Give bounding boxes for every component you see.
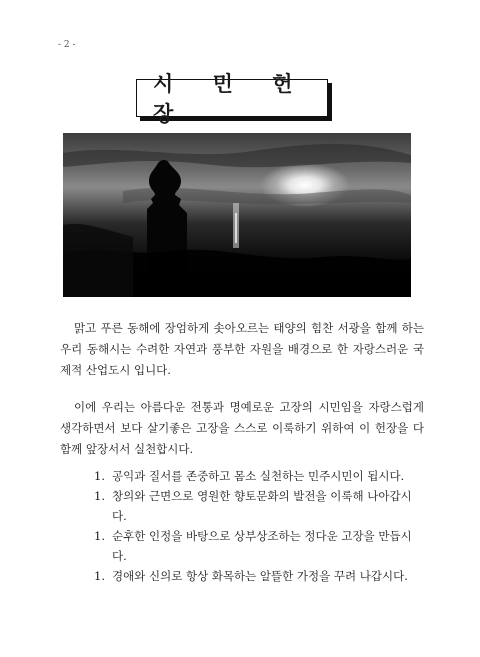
page-title: 시 민 헌 장 <box>153 72 309 126</box>
list-item <box>94 526 414 566</box>
pledge-text: 순후한 인정을 바탕으로 상부상조하는 정다운 고장을 만듭시다. <box>112 529 412 563</box>
sunrise-photo <box>63 133 411 297</box>
pledge-text: 경애와 신의로 항상 화목하는 알뜰한 가정을 꾸려 나갑시다. <box>112 569 408 583</box>
pledge-number: 1. <box>94 529 105 543</box>
pledge-number: 1. <box>94 489 105 503</box>
pledge-list <box>94 466 414 586</box>
pledge-number: 1. <box>94 469 105 483</box>
pledge-text: 창의와 근면으로 영원한 향토문화의 발전을 이룩해 나아갑시다. <box>112 489 412 523</box>
pledge-number: 1. <box>94 569 105 583</box>
paragraph-1: 맑고 푸른 동해에 장엄하게 솟아오르는 태양의 힘찬 서광을 함께 하는 우리 동해시는 수려한 자연과 풍부한 자원을 배경으로 한 자랑스러운 국제적 산업도시 입니다. <box>60 321 424 377</box>
list-item <box>94 566 414 586</box>
paragraph-2: 이에 우리는 아름다운 전통과 명예로운 고장의 시민임을 자랑스럽게 생각하면서 보다 살기좋은 고장을 스스로 이룩하기 위하여 이 헌장을 다함께 앞장서서 실천합시다. <box>60 400 424 456</box>
list-item <box>94 486 414 526</box>
title-box <box>136 72 328 126</box>
page-number: - 2 - <box>58 40 76 50</box>
pledge-text: 공익과 질서를 존중하고 몸소 실천하는 민주시민이 됩시다. <box>112 469 405 483</box>
list-item <box>94 466 414 486</box>
sunrise-scene-graphic <box>63 133 411 297</box>
